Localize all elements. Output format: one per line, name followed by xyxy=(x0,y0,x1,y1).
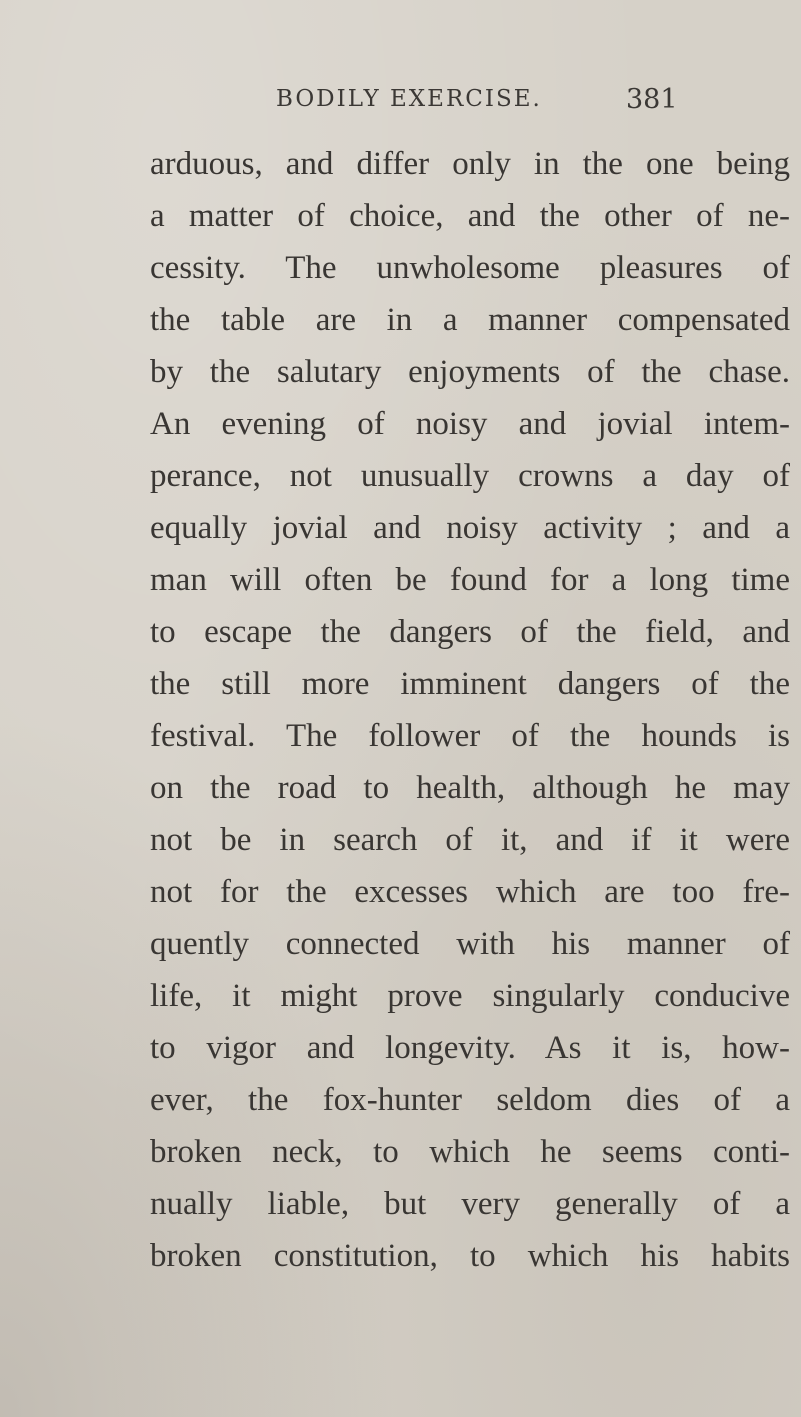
text-line: equally jovial and noisy activity ; and a xyxy=(150,510,790,546)
text-line: life, it might prove singularly conducive xyxy=(150,978,790,1014)
text-line: on the road to health, although he may xyxy=(150,770,790,806)
text-line: a matter of choice, and the other of ne- xyxy=(150,198,790,234)
running-title: BODILY EXERCISE. xyxy=(276,86,542,112)
text-line: broken constitution, to which his habits xyxy=(150,1238,790,1274)
text-line: not be in search of it, and if it were xyxy=(150,822,790,858)
text-line: to escape the dangers of the field, and xyxy=(150,614,790,650)
text-line: to vigor and longevity. As it is, how- xyxy=(150,1030,790,1066)
text-line: arduous, and differ only in the one being xyxy=(150,146,790,182)
text-line: cessity. The unwholesome pleasures of xyxy=(150,250,790,286)
text-line: by the salutary enjoyments of the chase. xyxy=(150,354,790,390)
text-line: not for the excesses which are too fre- xyxy=(150,874,790,910)
text-line: the table are in a manner compensated xyxy=(150,302,790,338)
text-line: man will often be found for a long time xyxy=(150,562,790,598)
page-number: 381 xyxy=(626,84,678,115)
text-line: ever, the fox-hunter seldom dies of a xyxy=(150,1082,790,1118)
text-line: quently connected with his manner of xyxy=(150,926,790,962)
text-line: broken neck, to which he seems conti- xyxy=(150,1134,790,1170)
text-line: perance, not unusually crowns a day of xyxy=(150,458,790,494)
text-line: the still more imminent dangers of the xyxy=(150,666,790,702)
running-head xyxy=(0,86,801,126)
body-text xyxy=(150,138,790,1282)
text-line: An evening of noisy and jovial intem- xyxy=(150,406,790,442)
text-line: nually liable, but very generally of a xyxy=(150,1186,790,1222)
text-line: festival. The follower of the hounds is xyxy=(150,718,790,754)
